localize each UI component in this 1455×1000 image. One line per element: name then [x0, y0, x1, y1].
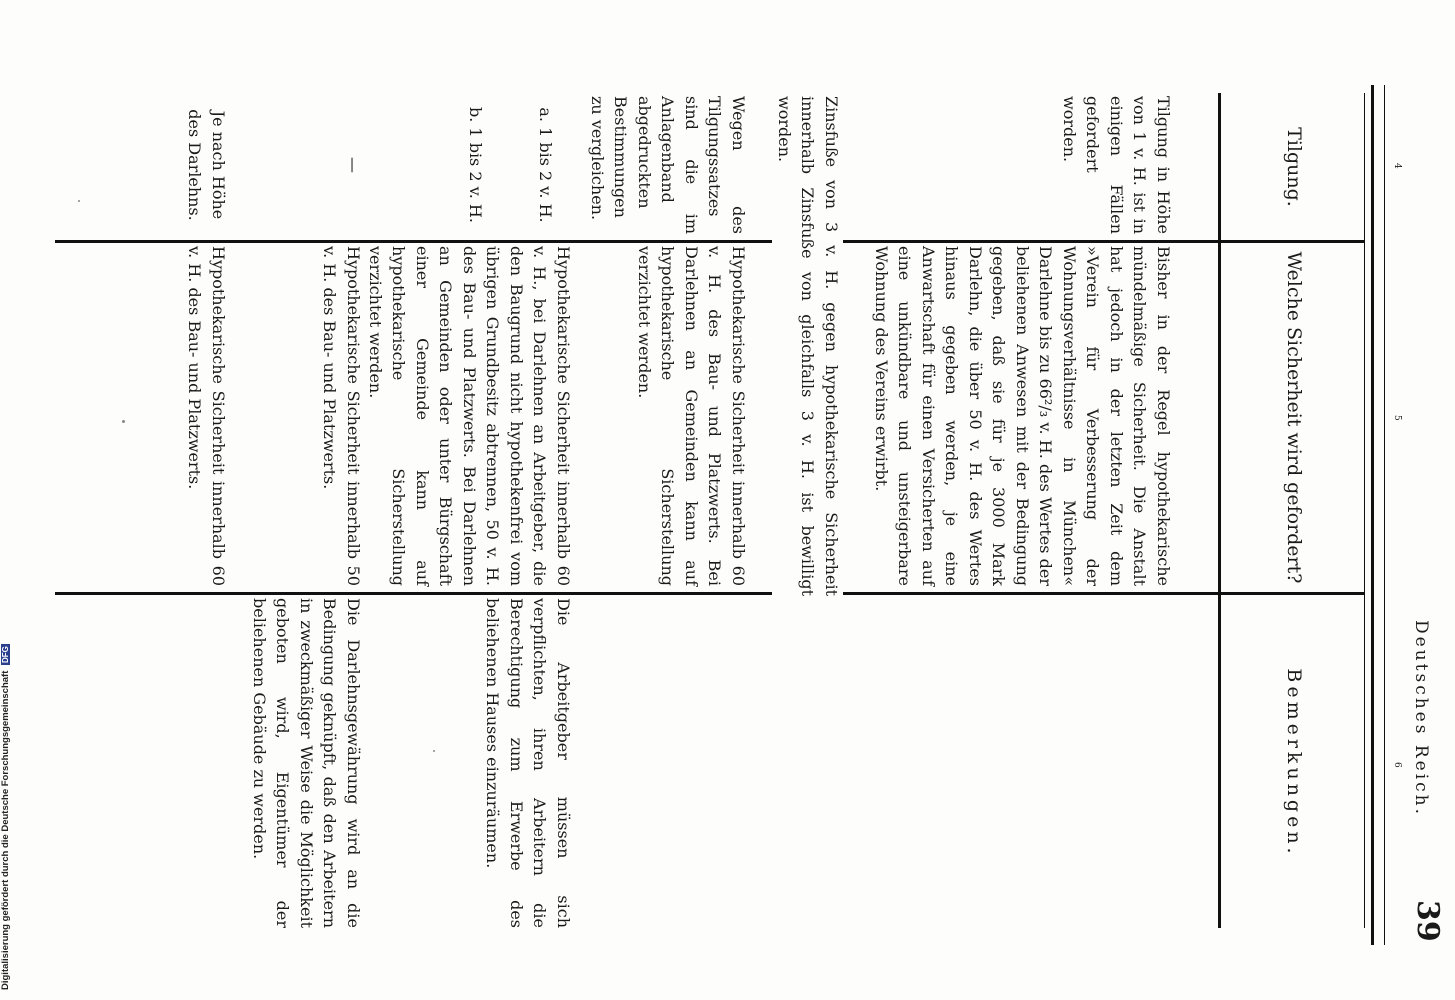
- top-rule-thin: [1384, 85, 1385, 945]
- row3-sicherheit: Hypothekarische Sicherheit innerhalb 60 v. H., bei Darlehnen an Arbeitgeber, die den Baugrund nicht hypothekenfrei vom übrigen Grundbesitz abtrennen, 50 v. H. des Bau- und Platzwerts. Bei Darlehnen an Gemeinden oder unter Bürgschaft einer Gemeinde kann auf hypothekarische Sicherstellung verzichtet werden.: [366, 246, 573, 586]
- column-number-5: 5: [1392, 415, 1402, 421]
- header-bottom-rule: [1218, 93, 1221, 928]
- row2-sicherheit: Hypothekarische Sicherheit innerhalb 60 v. H. des Bau- und Platzwerts. Bei Darlehnen an Gemeinden kann auf hypothekarische Sicherstellung verzichtet werden.: [635, 246, 748, 586]
- digitization-credit-text: Digitalisierung gefördert durch die Deutsche Forschungsgemeinschaft: [0, 670, 11, 990]
- row6-tilgung: Je nach Höhe des Darlehns.: [185, 109, 228, 221]
- scan-speck: [78, 200, 80, 202]
- digitization-credit: [0, 600, 14, 990]
- row5-bemerkung: Die Darlehnsgewährung wird an die Bedingung geknüpft, daß den Arbeitern in zweckmäßiger Weise die Möglichkeit geboten wird, Eigentümer der beliehenen Gebäude zu werden.: [250, 598, 363, 928]
- column-number-6: 6: [1392, 762, 1402, 768]
- row4-tilgung: b. 1 bis 2 v. H.: [466, 107, 485, 223]
- scan-speck: [122, 420, 125, 423]
- row3-bemerkung: Die Arbeitgeber müssen sich verpflichten, ihren Arbeitern die Berechtigung zum Erwerbe des beliehenen Hauses einzuräumen.: [483, 598, 573, 928]
- divider-4-5: [55, 240, 1365, 243]
- top-rule-thick: [1371, 85, 1374, 945]
- spanning-note: Zinsfuße von 3 v. H. gegen hypothekarische Sicherheit innerhalb Zinsfuße von gleichfalls 3 v. H. ist bewilligt worden.: [773, 96, 844, 596]
- divider-5-6: [55, 592, 1365, 595]
- column-heading-sicherheit: Welche Sicherheit wird gefordert?: [1283, 251, 1305, 584]
- page-header-title: Deutsches Reich.: [1411, 620, 1431, 818]
- row6-sicherheit: Hypothekarische Sicherheit innerhalb 60 v. H. des Bau- und Platzwerts.: [185, 246, 228, 586]
- row1-tilgung: Tilgung in Höhe von 1 v. H. ist in einigen Fällen gefordert worden.: [1060, 96, 1173, 234]
- column-heading-tilgung: Tilgung.: [1283, 127, 1305, 207]
- page-number: 39: [1410, 900, 1445, 942]
- column-heading-bemerkungen: Bemerkungen.: [1283, 668, 1305, 858]
- column-number-4: 4: [1392, 163, 1402, 169]
- row2-tilgung: Wegen des Tilgungssatzes sind die im Anlagenband abgedruckten Bestimmungen zu vergleichen.: [588, 96, 748, 234]
- row1-sicherheit: Bisher in der Regel hypothekarische mündelmäßige Sicherheit. Die Anstalt hat jedoch in der letzten Zeit dem »Verein für Verbesserung der Wohnungsverhältnisse in München« Darlehne bis zu 66²/₃ v. H. des Wertes der beliehenen Anwesen mit der Bedingung gegeben, daß sie für je 3000 Mark Darlehn, die über 50 v. H. des Wertes hinaus gegeben werden, je eine Anwartschaft für einen Versicherten auf eine unkündbare und unsteigerbare Wohnung des Vereins erwirbt.: [872, 246, 1173, 586]
- scan-speck: [433, 750, 435, 752]
- row5-sicherheit: Hypothekarische Sicherheit innerhalb 50 v. H. des Bau- und Platzwerts.: [320, 246, 363, 586]
- column-number-rule: [1364, 93, 1365, 928]
- row3-tilgung: a. 1 bis 2 v. H.: [536, 107, 555, 223]
- row5-tilgung: —: [344, 157, 363, 173]
- dfg-logo: DFG: [1, 646, 10, 663]
